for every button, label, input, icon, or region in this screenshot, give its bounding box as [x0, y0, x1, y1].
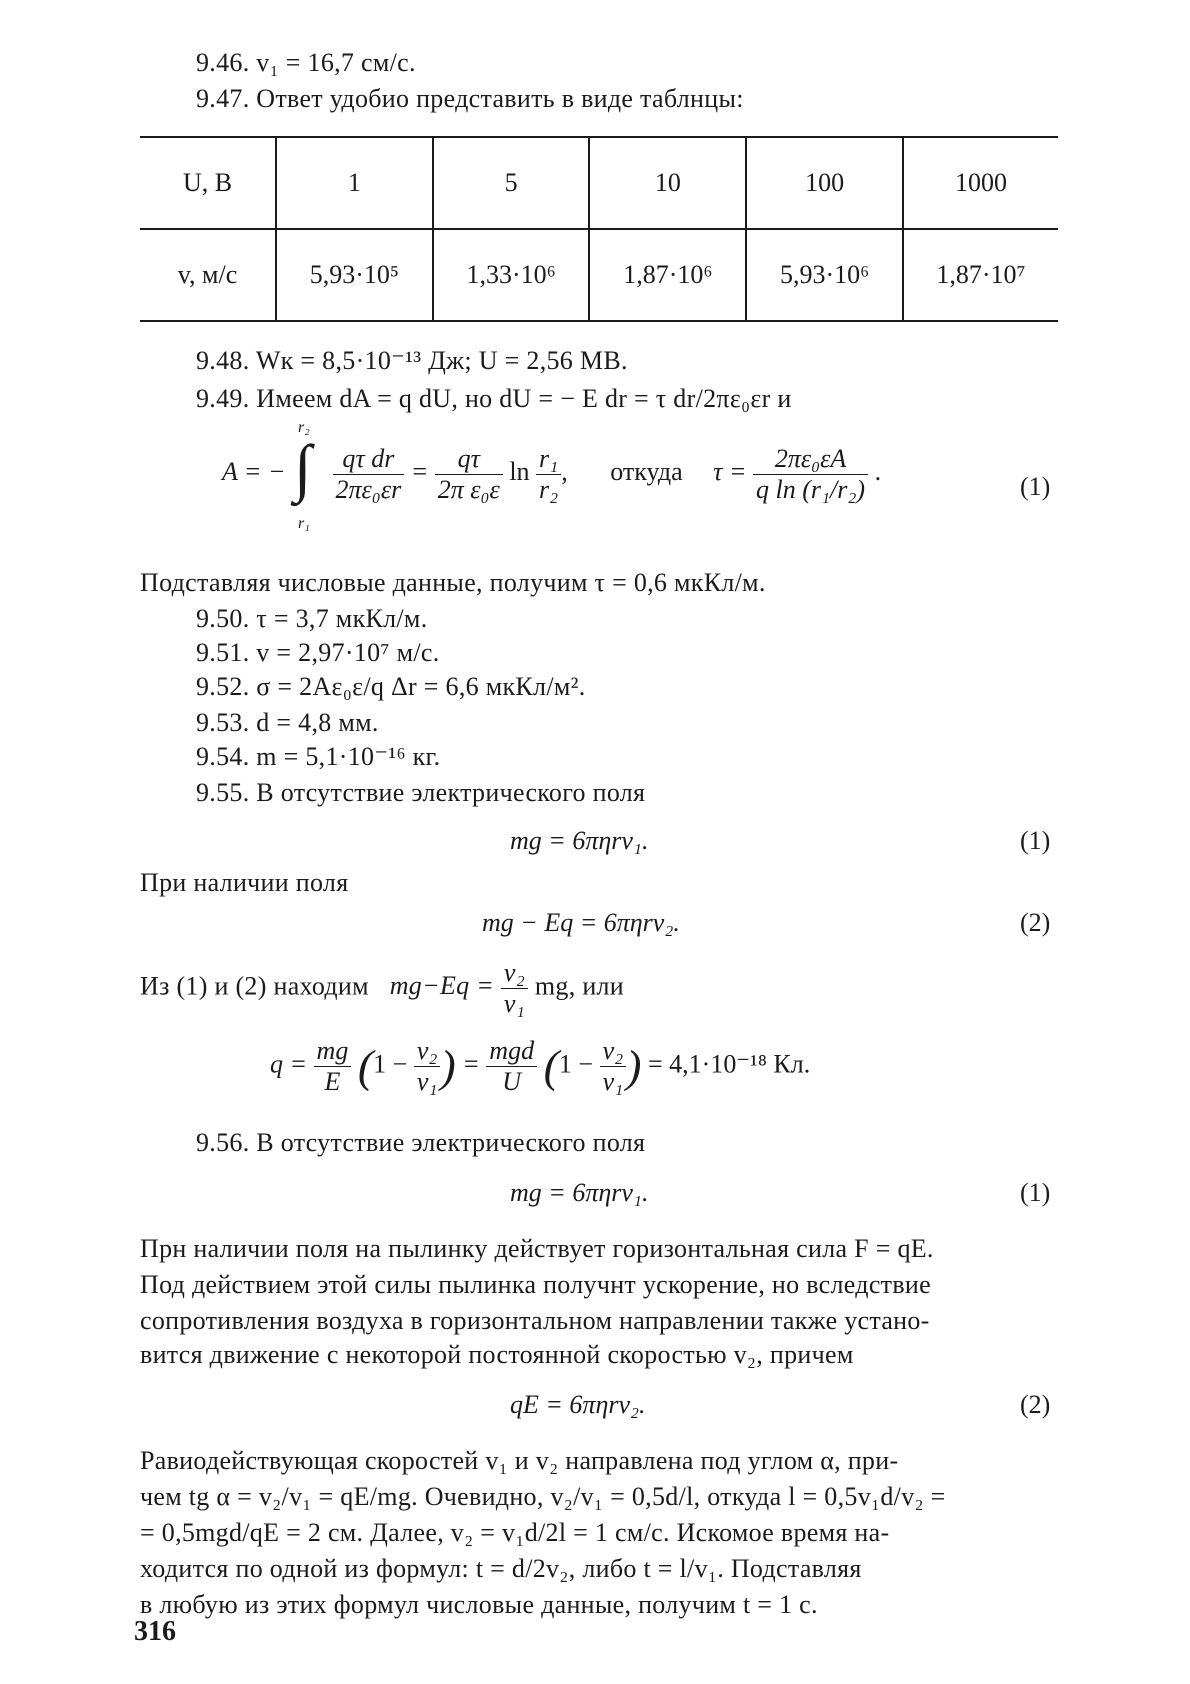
table-cell: 1,33·10⁶ [433, 229, 590, 321]
answer-9-55: 9.55. В отсутствие электрического поля [196, 778, 646, 807]
table-cell: v, м/с [140, 229, 276, 321]
paragraph-line: ходится по одной из формул: t = d/2v₂, либо t = l/v₁. Подставляя [140, 1554, 862, 1583]
fraction: $\frac{\text{mgd}}{U}$ [486, 1036, 537, 1097]
answer-9-48: 9.48. Wк = 8,5·10⁻¹³ Дж; U = 2,56 МВ. [196, 346, 628, 375]
table-row [140, 137, 1058, 229]
answer-9-46: 9.46. v₁ = 16,7 см/с. [196, 48, 416, 77]
eq-lhs: A = − [222, 456, 286, 486]
fraction: $\frac{mg}{E}$ [314, 1036, 352, 1097]
table-cell: U, В [140, 137, 276, 229]
table-cell: 100 [746, 137, 903, 229]
answer-9-49: 9.49. Имеем dA = q dU, но dU = − E dr = τ dr/2πε₀εr и [196, 384, 792, 413]
fraction: $\frac{\text{qτ dr}}{\text{2πε₀εr}}$ [333, 444, 405, 505]
equation-label: (1) [1020, 472, 1051, 501]
table-cell: 1000 [903, 137, 1058, 229]
equation-charge: q = $\frac{mg}{E}$ (1 − $\frac{\text{v₂}}{\text{v₁}}$ ) = $\frac{\text{mgd}}{U}$ (1 − $\frac{\text{v₂}}{\text{v₁}}$ ) = 4,1·10⁻¹⁸ Кл. [270, 1036, 811, 1096]
table-cell: 1,87·10⁶ [589, 229, 746, 321]
paragraph-line: Из (1) и (2) находим mg−Eq = $\frac{\text{v₂}}{\text{v₁}}$ mg, или [140, 958, 625, 1018]
fraction: $\frac{\text{v₂}}{\text{v₁}}$ [501, 958, 528, 1019]
answer-9-56: 9.56. В отсутствие электрического поля [196, 1128, 646, 1157]
paragraph-line: Прн наличии поля на пылинку действует горизонтальная сила F = qE. [140, 1234, 934, 1263]
paragraph-line: чем tg α = v₂/v₁ = qE/mg. Очевидно, v₂/v₁ = 0,5d/l, откуда l = 0,5v₁d/v₂ = [140, 1482, 946, 1511]
page-number: 316 [134, 1616, 176, 1647]
equation-label: (1) [1020, 1178, 1051, 1207]
paragraph-line: При наличии поля [140, 868, 349, 897]
table-cell: 1,87·10⁷ [903, 229, 1058, 321]
table-cell: 5,93·10⁶ [746, 229, 903, 321]
answer-table [140, 136, 1058, 322]
paragraph-line: = 0,5mgd/qE = 2 см. Далее, v₂ = v₁d/2l = 1 см/с. Искомое время на- [140, 1518, 890, 1547]
equation-9-49: A = − r₂ ∫ r₁ $\frac{\text{qτ dr}}{\text{2πε₀εr}}$ = $\frac{q\tau}{\text{2π ε₀ε}}$ ln $\frac{\text{r₁}}{\text{r₂}}$ , откуда τ = $\frac{\text{2πε₀εA}}{\text{q ln (r₁/r₂)}}$ . [222, 424, 881, 524]
fraction: $\frac{\text{r₁}}{\text{r₂}}$ [536, 444, 561, 505]
table-cell: 5,93·10⁵ [276, 229, 433, 321]
table-cell: 10 [589, 137, 746, 229]
paragraph-line: Равиодействующая скоростей v₁ и v₂ направлена под углом α, при- [140, 1446, 899, 1475]
answer-9-47: 9.47. Ответ удобио представить в виде таблнцы: [196, 84, 744, 113]
paragraph-line: Под действием этой силы пылинка получнт ускорение, но вследствие [140, 1270, 931, 1299]
equation-label: (2) [1020, 1390, 1051, 1419]
equation: mg = 6πηrv₁. [510, 826, 649, 855]
paragraph-line: вится движение с некоторой постоянной скоростью v₂, причем [140, 1340, 854, 1369]
answer-9-52: 9.52. σ = 2Aε₀ε/q Δr = 6,6 мкКл/м². [196, 672, 586, 701]
table-cell: 5 [433, 137, 590, 229]
paragraph-line: в любую из этих формул числовые данные, получим t = 1 с. [140, 1590, 818, 1619]
integral-upper-limit: r₂ [298, 419, 310, 436]
answer-9-50: 9.50. τ = 3,7 мкКл/м. [196, 604, 428, 633]
equation-label: (2) [1020, 908, 1051, 937]
fraction: $\frac{\text{2πε₀εA}}{\text{q ln (r₁/r₂)}}$ [753, 444, 868, 505]
equation: mg = 6πηrv₁. [510, 1178, 649, 1207]
equation-label: (1) [1020, 826, 1051, 855]
integral-lower-limit: r₁ [298, 515, 310, 532]
answer-9-53: 9.53. d = 4,8 мм. [196, 708, 379, 737]
equation: qE = 6πηrv₂. [510, 1390, 646, 1419]
paragraph-line: сопротивления воздуха в горизонтальном направлении также устано- [140, 1306, 930, 1335]
answer-9-51: 9.51. v = 2,97·10⁷ м/с. [196, 638, 440, 667]
answer-9-54: 9.54. m = 5,1·10⁻¹⁶ кг. [196, 742, 441, 771]
integral-sign-icon: ∫ [294, 432, 312, 503]
equation: mg − Eq = 6πηrv₂. [482, 908, 680, 937]
paragraph-line: Подставляя числовые данные, получим τ = 0,6 мкКл/м. [140, 568, 766, 597]
fraction: $\frac{\text{v₂}}{\text{v₁}}$ [414, 1036, 441, 1097]
table-cell: 1 [276, 137, 433, 229]
table-row [140, 229, 1058, 321]
fraction: $\frac{\text{v₂}}{\text{v₁}}$ [600, 1036, 627, 1097]
fraction: $\frac{q\tau}{\text{2π ε₀ε}}$ [435, 444, 503, 505]
